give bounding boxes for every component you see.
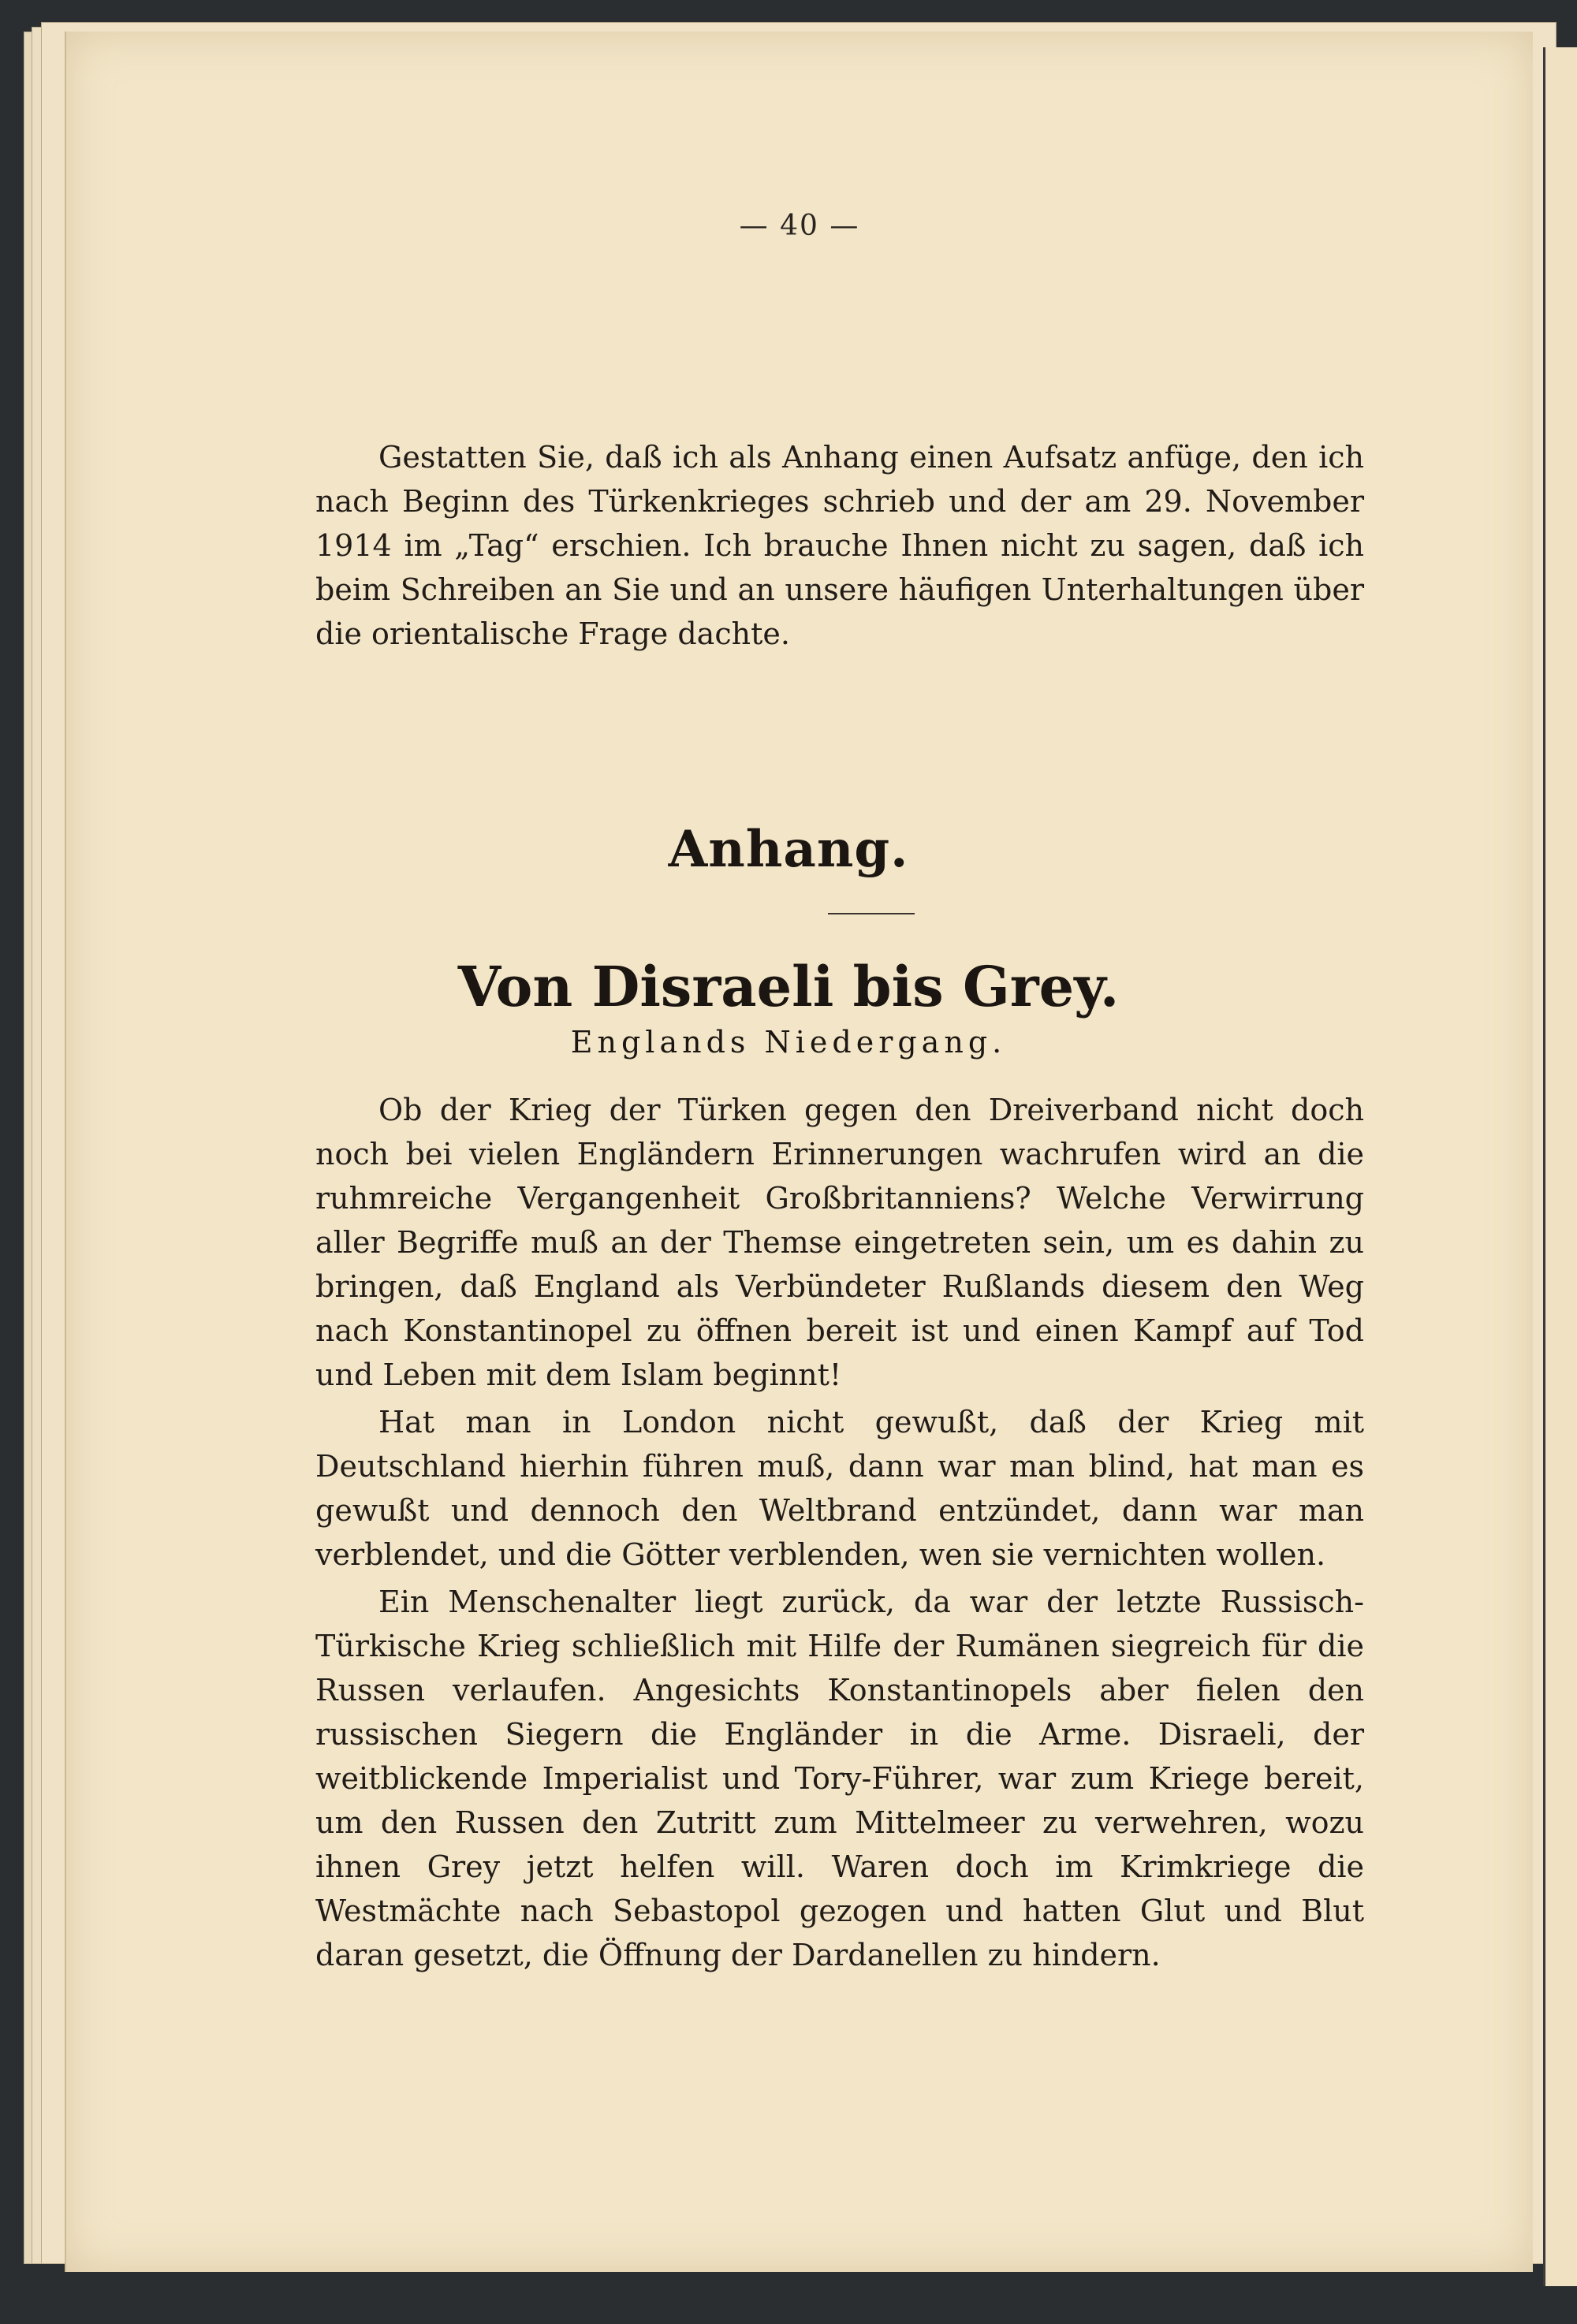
article-subtitle: Englands Niedergang. bbox=[570, 1025, 1007, 1060]
next-page-edge bbox=[1543, 47, 1577, 2286]
page-number: — 40 — bbox=[739, 210, 860, 242]
article-body bbox=[315, 1088, 1364, 1980]
heading-divider bbox=[828, 913, 915, 914]
article-title: Von Disraeli bis Grey. bbox=[457, 954, 1120, 1019]
intro-section bbox=[315, 435, 1364, 659]
body-paragraph: Ob der Krieg der Türken gegen den Dreiverband nicht doch noch bei vielen Engländern Erinnerungen wachrufen wird an die ruhmreiche Vergangenheit Großbritanniens? Welche Verwirrung aller Begriffe muß an der Themse eingetreten sein, um es dahin zu bringen, daß England als Verbündeter Rußlands diesem den Weg nach Konstantinopel zu öffnen bereit ist und einen Kampf auf Tod und Leben mit dem Islam beginnt! bbox=[315, 1093, 1364, 1392]
body-paragraph: Hat man in London nicht gewußt, daß der Krieg mit Deutschland hierhin führen muß, dann war man blind, hat man es gewußt und dennoch den Weltbrand entzündet, dann war man verblendet, und die Götter verblenden, wen sie vernichten wollen. bbox=[315, 1405, 1364, 1572]
intro-paragraph: Gestatten Sie, daß ich als Anhang einen Aufsatz anfüge, den ich nach Beginn des Türkenkrieges schrieb und der am 29. November 1914 im „Tag“ erschien. Ich brauche Ihnen nicht zu sagen, daß ich beim Schreiben an Sie und an unsere häufigen Unterhaltungen über die orientalische Frage dachte. bbox=[315, 440, 1364, 651]
body-paragraph: Ein Menschenalter liegt zurück, da war der letzte Russisch-Türkische Krieg schließlich mit Hilfe der Rumänen siegreich für die Russen verlaufen. Angesichts Konstantinopels aber fielen den russischen Siegern die Engländer in die Arme. Disraeli, der weitblickende Imperialist und Tory-Führer, war zum Kriege bereit, um den Russen den Zutritt zum Mittelmeer zu verwehren, wozu ihnen Grey jetzt helfen will. Waren doch im Krimkriege die Westmächte nach Sebastopol gezogen und hatten Glut und Blut daran gesetzt, die Öffnung der Dardanellen zu hindern. bbox=[315, 1585, 1364, 1972]
appendix-heading: Anhang. bbox=[668, 820, 909, 879]
